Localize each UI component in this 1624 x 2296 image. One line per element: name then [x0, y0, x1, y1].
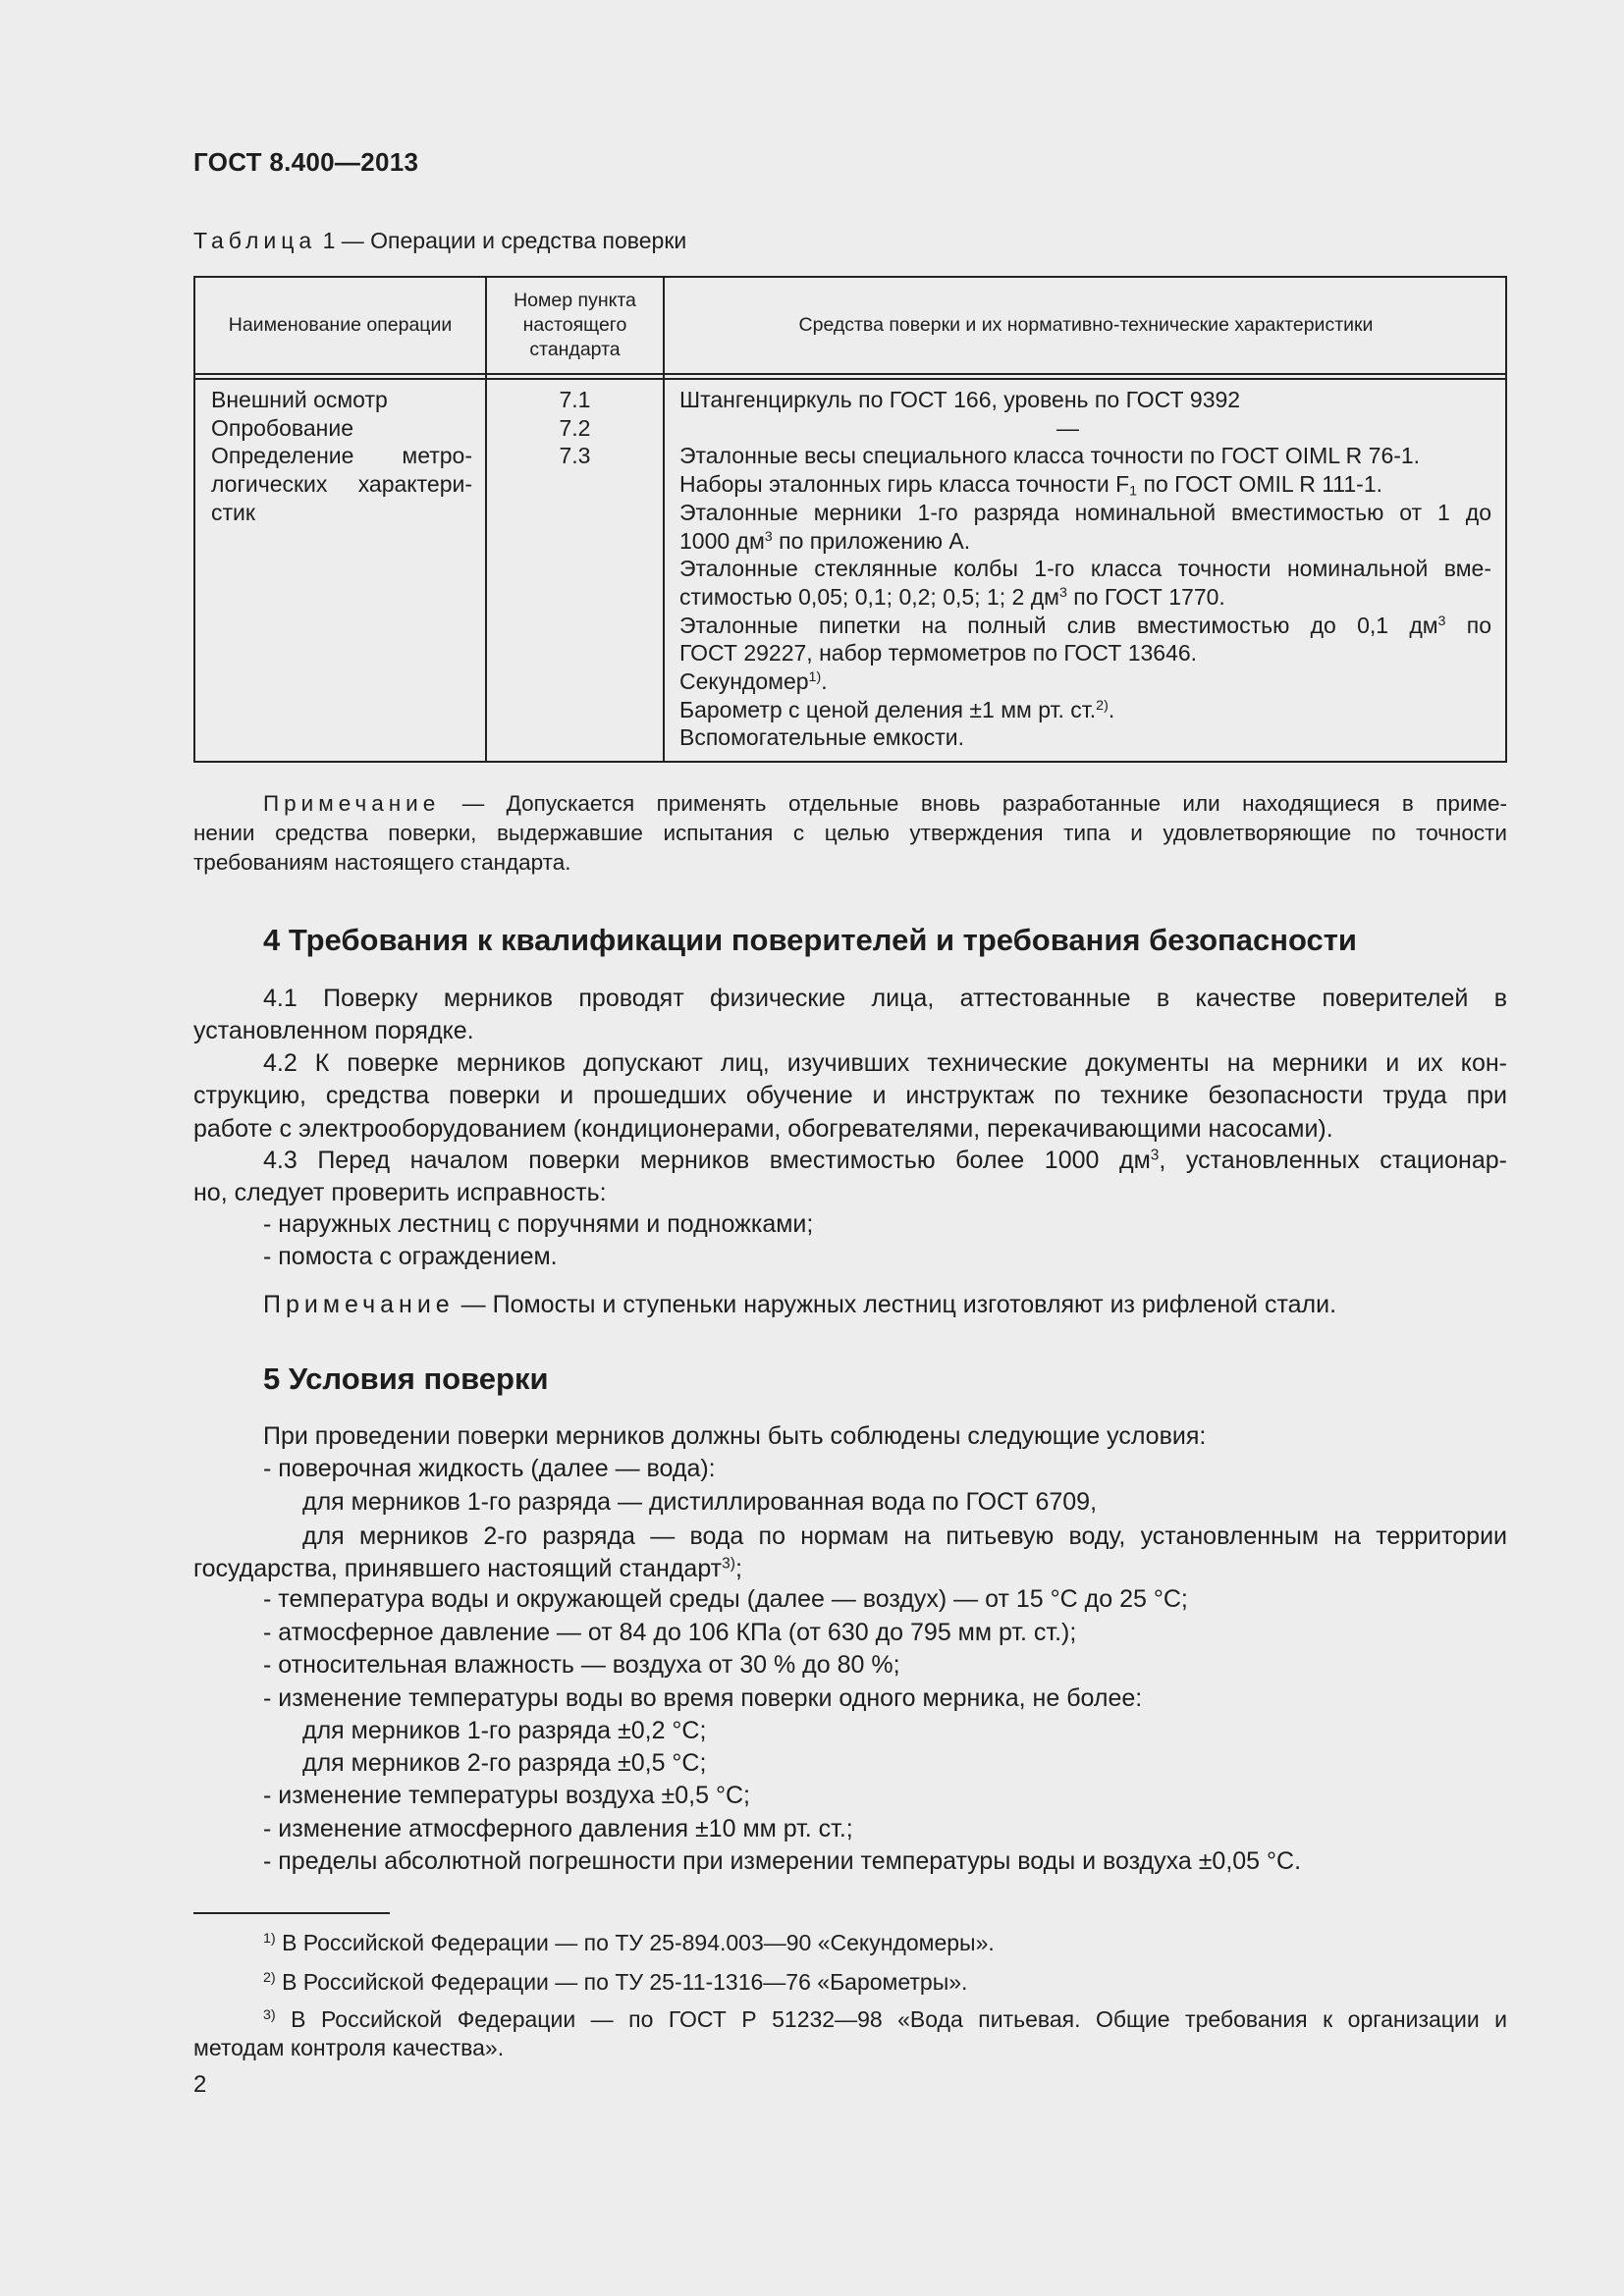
operation-item: логических характери-	[211, 471, 472, 498]
list-subitem-wrapped: для мерников 2-го разряда — вода по нормам на питьевую воду, установленным на территории государства, принявшего настоящий стандарт$^{3)}$;	[193, 1522, 1507, 1583]
means-line: стимостью 0,05; 0,1; 0,2; 0,5; 1; 2 $дм^3$ по ГОСТ 1770.	[679, 583, 1225, 610]
clause-4-1: 4.1 Поверку мерников проводят физические лица, аттестованные в качестве поверителей в установленном порядке.	[193, 985, 1507, 1045]
section-4-note: Примечание — Помосты и ступеньки наружных лестниц изготовляют из рифленой стали.	[263, 1291, 1337, 1318]
list-item: - наружных лестниц с поручнями и подножками;	[263, 1210, 814, 1238]
section-4-heading: 4 Требования к квалификации поверителей и требования безопасности	[263, 923, 1357, 957]
section-5-heading: 5 Условия поверки	[263, 1362, 549, 1396]
list-subitem: для мерников 2-го разряда ±0,5 °С;	[302, 1749, 707, 1777]
footnote-3: $^{3)}$ В Российской Федерации — по ГОСТ Р 51232—98 «Вода питьевая. Общие требования к организации и методам контроля качества».	[193, 2006, 1507, 2060]
clauses-cell	[487, 386, 663, 470]
clause-number: 7.2	[559, 414, 591, 441]
means-line: Барометр с ценой деления ±1 мм рт. ст.$^{2)}$.	[679, 696, 1115, 722]
list-subitem: для мерников 1-го разряда ±0,2 °С;	[302, 1717, 707, 1744]
clause-4-2: 4.2 К поверке мерников допускают лиц, изучивших технические документы на мерники и их кон- струкцию, средства поверки и прошедших обучение и инструктаж по технике безопасности труда при работе с электрооборудованием (кондиционерами, обогревателями, перекачивающими насосами).	[193, 1049, 1507, 1143]
operations-table	[193, 276, 1507, 763]
note-line: нении средства поверки, выдержавшие испытания с целью утверждения типа и удовлетворяющие по точности	[193, 821, 1507, 845]
table-caption	[193, 228, 686, 254]
note-line: требованиям настоящего стандарта.	[193, 850, 571, 875]
clause-number: 7.3	[559, 443, 591, 469]
footnote-separator	[193, 1912, 390, 1914]
table-divider	[195, 378, 1505, 380]
table-divider	[195, 373, 1505, 375]
means-line: Эталонные весы специального класса точности по ГОСТ OIML R 76-1.	[679, 443, 1421, 469]
clause-4-3: 4.3 Перед началом поверки мерников вместимостью более 1000 $дм^3$, установленных стационар- но, следует проверить исправность:	[193, 1147, 1507, 1207]
list-item: - атмосферное давление — от 84 до 106 КПа (от 630 до 795 мм рт. ст.);	[263, 1619, 1077, 1646]
means-cell	[679, 386, 1491, 752]
means-line: Секундомер$^{1)}$.	[679, 668, 828, 695]
conditions-intro: При проведении поверки мерников должны быть соблюдены следующие условия:	[263, 1422, 1207, 1450]
note-line: Примечание — Допускается применять отдельные вновь разработанные или находящиеся в приме-	[263, 791, 1507, 816]
list-item: - изменение температуры воздуха ±0,5 °С;	[263, 1782, 750, 1809]
means-line: Штангенциркуль по ГОСТ 166, уровень по ГОСТ 9392	[679, 387, 1241, 412]
table-note	[193, 789, 1507, 878]
column-header-operation: Наименование операции	[228, 314, 453, 336]
column-header-clause: Номер пункта настоящего стандарта	[514, 290, 636, 360]
table-caption-label: Таблица	[193, 228, 317, 253]
means-line: ГОСТ 29227, набор термометров по ГОСТ 13646.	[679, 640, 1198, 667]
means-line: Эталонные мерники 1-го разряда номинальной вместимостью от 1 до	[679, 499, 1491, 525]
page-number: 2	[193, 2071, 207, 2098]
operation-item: Опробование	[211, 414, 353, 441]
list-item: - помоста с ограждением.	[263, 1243, 558, 1270]
means-line: 1000 $дм^3$ по приложению А.	[679, 527, 971, 554]
means-dash: —	[1056, 414, 1079, 441]
operation-item: Определение метро-	[211, 443, 472, 469]
table-caption-text: 1 — Операции и средства поверки	[322, 228, 687, 253]
list-subitem: для мерников 1-го разряда — дистиллированная вода по ГОСТ 6709,	[302, 1488, 1098, 1516]
operation-item: Внешний осмотр	[211, 387, 388, 412]
footnote-1: $^{1)}$ В Российской Федерации — по ТУ 25-894.003—90 «Секундомеры».	[263, 1930, 995, 1955]
list-item: - изменение атмосферного давления ±10 мм рт. ст.;	[263, 1815, 853, 1842]
operation-item: стик	[211, 499, 255, 525]
list-item: - поверочная жидкость (далее — вода):	[263, 1455, 716, 1482]
document-header: ГОСТ 8.400—2013	[193, 147, 419, 177]
footnote-2: $^{2)}$ В Российской Федерации — по ТУ 25-11-1316—76 «Барометры».	[263, 1969, 968, 1995]
clause-number: 7.1	[559, 387, 591, 412]
list-item: - температура воды и окружающей среды (далее — воздух) — от 15 °С до 25 °С;	[263, 1585, 1188, 1613]
means-line: Вспомогательные емкости.	[679, 724, 964, 751]
list-item: - пределы абсолютной погрешности при измерении температуры воды и воздуха ±0,05 °С.	[263, 1847, 1302, 1875]
list-item: - относительная влажность — воздуха от 30 % до 80 %;	[263, 1651, 900, 1679]
means-line: Эталонные пипетки на полный слив вместимостью до 0,1 $дм^3$ по	[679, 612, 1491, 638]
list-item: - изменение температуры воды во время поверки одного мерника, не более:	[263, 1684, 1143, 1712]
column-header-means: Средства поверки и их нормативно-технические характеристики	[798, 314, 1374, 336]
means-line: Наборы эталонных гирь класса точности $F_1$ по ГОСТ OMIL R 111-1.	[679, 471, 1383, 500]
means-line: Эталонные стеклянные колбы 1-го класса точности номинальной вме-	[679, 556, 1491, 582]
operations-cell	[211, 386, 472, 527]
